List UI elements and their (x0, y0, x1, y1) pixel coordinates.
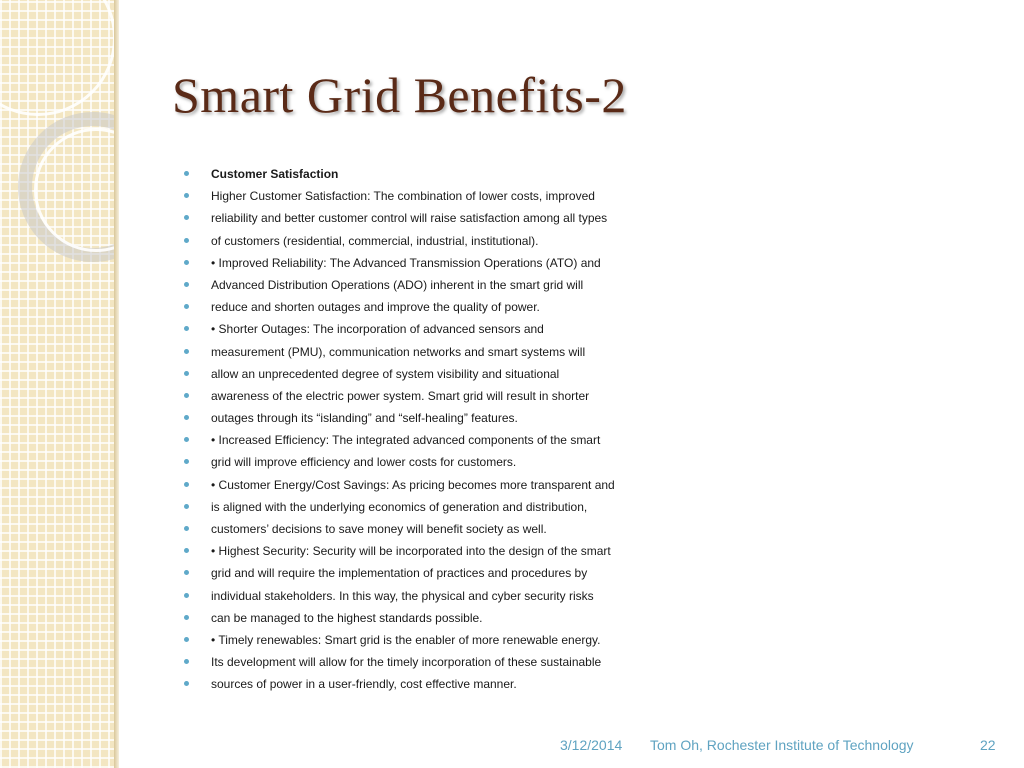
bullet-dot-icon (184, 593, 189, 598)
footer-author: Tom Oh, Rochester Institute of Technology (650, 737, 914, 753)
bullet-text: outages through its “islanding” and “self-healing” features. (211, 411, 518, 426)
bullet-dot-icon (184, 526, 189, 531)
bullet-item (184, 363, 784, 385)
bullet-dot-icon (184, 615, 189, 620)
bullet-text: individual stakeholders. In this way, the physical and cyber security risks (211, 588, 594, 603)
bullet-item (184, 185, 784, 207)
bullet-item (184, 163, 784, 185)
bullet-dot-icon (184, 193, 189, 198)
bullet-dot-icon (184, 238, 189, 243)
bullet-item (184, 207, 784, 229)
bullet-text: is aligned with the underlying economics of generation and distribution, (211, 499, 588, 514)
bullet-dot-icon (184, 548, 189, 553)
bullet-item (184, 429, 784, 451)
bullet-item (184, 496, 784, 518)
bullet-item (184, 296, 784, 318)
bullet-text: • Improved Reliability: The Advanced Transmission Operations (ATO) and (211, 255, 601, 270)
bullet-dot-icon (184, 570, 189, 575)
decorative-sidebar (0, 0, 114, 768)
bullet-list (184, 163, 784, 696)
bullet-item (184, 585, 784, 607)
bullet-item (184, 230, 784, 252)
bullet-dot-icon (184, 393, 189, 398)
bullet-dot-icon (184, 459, 189, 464)
bullet-item (184, 318, 784, 340)
bullet-dot-icon (184, 260, 189, 265)
slide-number: 22 (980, 737, 996, 753)
bullet-dot-icon (184, 437, 189, 442)
bullet-item (184, 607, 784, 629)
bullet-text: reliability and better customer control will raise satisfaction among all types (211, 211, 608, 226)
bullet-item (184, 540, 784, 562)
bullet-text: can be managed to the highest standards possible. (211, 610, 483, 625)
bullet-item (184, 252, 784, 274)
bullet-text: • Increased Efficiency: The integrated advanced components of the smart (211, 433, 601, 448)
bullet-text: • Highest Security: Security will be incorporated into the design of the smart (211, 544, 611, 559)
bullet-item (184, 341, 784, 363)
bullet-text: • Timely renewables: Smart grid is the enabler of more renewable energy. (211, 632, 601, 647)
decorative-ring (0, 0, 114, 116)
bullet-text: Higher Customer Satisfaction: The combination of lower costs, improved (211, 189, 595, 204)
sidebar-edge (114, 0, 119, 768)
bullet-text: grid will improve efficiency and lower costs for customers. (211, 455, 517, 470)
bullet-text: awareness of the electric power system. Smart grid will result in shorter (211, 388, 590, 403)
bullet-text: grid and will require the implementation of practices and procedures by (211, 566, 588, 581)
bullet-text: Customer Satisfaction (211, 167, 339, 181)
bullet-dot-icon (184, 215, 189, 220)
bullet-text: • Shorter Outages: The incorporation of advanced sensors and (211, 322, 544, 337)
bullet-dot-icon (184, 637, 189, 642)
bullet-dot-icon (184, 415, 189, 420)
bullet-item (184, 673, 784, 695)
bullet-dot-icon (184, 326, 189, 331)
bullet-dot-icon (184, 681, 189, 686)
bullet-item (184, 651, 784, 673)
bullet-text: measurement (PMU), communication networks and smart systems will (211, 344, 586, 359)
bullet-item (184, 407, 784, 429)
bullet-dot-icon (184, 171, 189, 176)
bullet-dot-icon (184, 349, 189, 354)
bullet-dot-icon (184, 659, 189, 664)
bullet-text: customers’ decisions to save money will benefit society as well. (211, 522, 547, 536)
bullet-dot-icon (184, 304, 189, 309)
bullet-dot-icon (184, 482, 189, 487)
bullet-item (184, 274, 784, 296)
bullet-text: Advanced Distribution Operations (ADO) inherent in the smart grid will (211, 277, 584, 292)
slide-title: Smart Grid Benefits-2 (172, 67, 627, 123)
footer-date: 3/12/2014 (560, 737, 623, 753)
bullet-text: of customers (residential, commercial, industrial, institutional). (211, 233, 539, 248)
bullet-text: Its development will allow for the timely incorporation of these sustainable (211, 655, 602, 670)
bullet-text: reduce and shorten outages and improve the quality of power. (211, 300, 540, 315)
bullet-item (184, 629, 784, 651)
bullet-dot-icon (184, 371, 189, 376)
bullet-dot-icon (184, 504, 189, 509)
bullet-item (184, 474, 784, 496)
bullet-dot-icon (184, 282, 189, 287)
bullet-item (184, 385, 784, 407)
bullet-item (184, 518, 784, 540)
bullet-text: • Customer Energy/Cost Savings: As pricing becomes more transparent and (211, 477, 615, 492)
bullet-text: allow an unprecedented degree of system visibility and situational (211, 366, 560, 381)
bullet-item (184, 451, 784, 473)
bullet-item (184, 562, 784, 584)
bullet-text: sources of power in a user-friendly, cost effective manner. (211, 677, 517, 692)
